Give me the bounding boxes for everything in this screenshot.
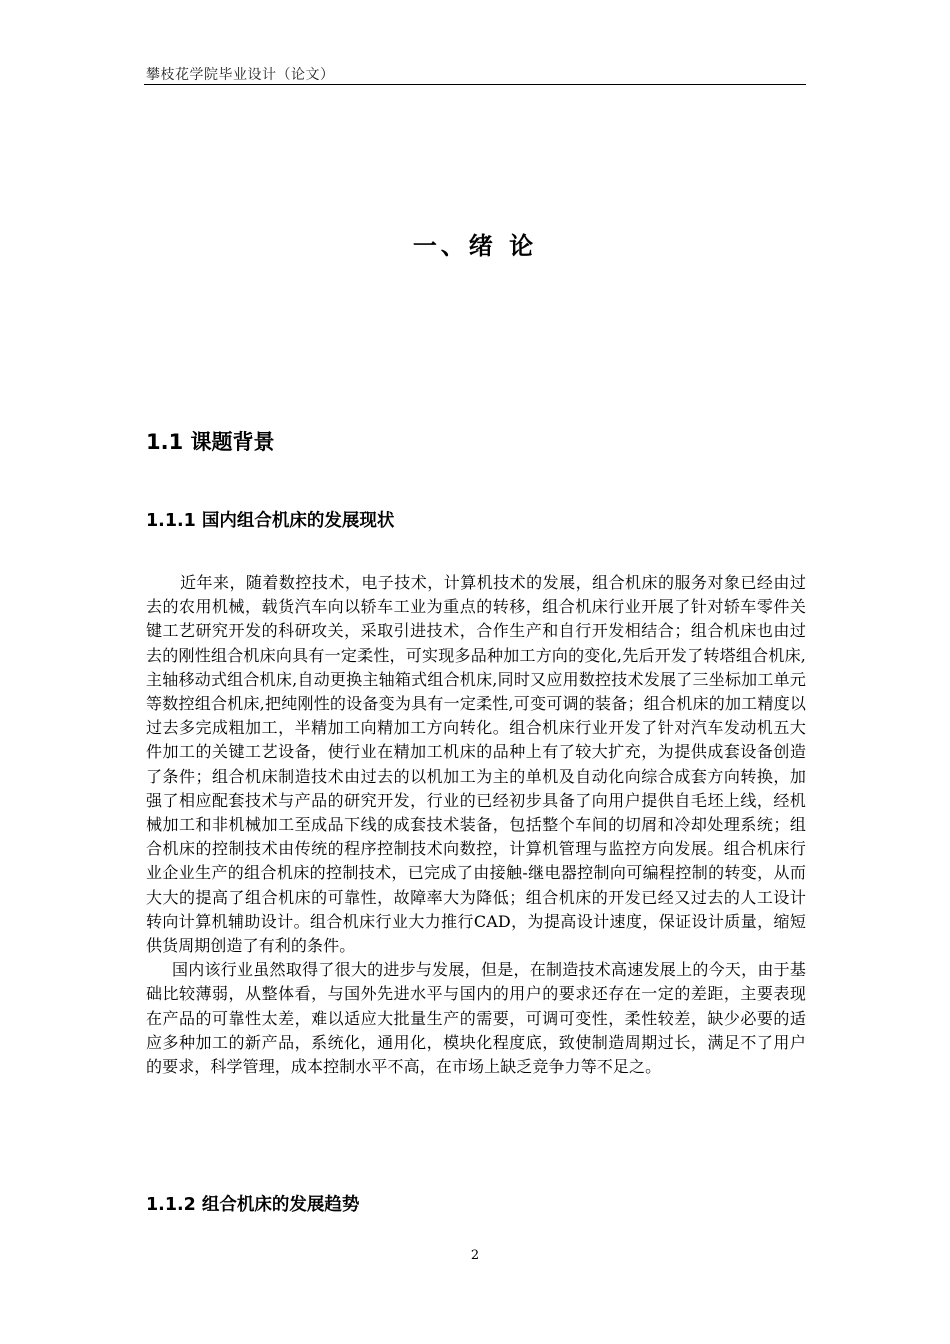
chapter-title: 一、绪 论 [412,232,538,260]
page-number: 2 [470,1248,480,1263]
paragraph: 近年来，随着数控技术，电子技术，计算机技术的发展，组合机床的服务对象已经由过去的农用机械，载货汽车向以轿车工业为重点的转移，组合机床行业开展了针对轿车零件关键工艺研究开发的科研攻关，采取引进技术，合作生产和自行开发相结合；组合机床也由过去的刚性组合机床向具有一定柔性，可实现多品种加工方向的变化,先后开发了转塔组合机床,主轴移动式组合机床,自动更换主轴箱式组合机床,同时又应用数控技术发展了三坐标加工单元等数控组合机床,把纯刚性的设备变为具有一定柔性,可变可调的装备；组合机床的加工精度以过去多完成粗加工，半精加工向精加工方向转化。组合机床行业开发了针对汽车发动机五大件加工的关键工艺设备，使行业在精加工机床的品种上有了较大扩充，为提供成套设备创造了条件；组合机床制造技术由过去的以机加工为主的单机及自动化向综合成套方向转换，加强了相应配套技术与产品的研究开发，行业的已经初步具备了向用户提供自毛坯上线，经机械加工和非机械加工至成品下线的成套技术装备，包括整个车间的切屑和冷却处理系统；组合机床的控制技术由传统的程序控制技术向数控，计算机管理与监控方向发展。组合机床行业企业生产的组合机床的控制技术，已完成了由接触-继电器控制向可编程控制的转变，从而大大的提高了组合机床的可靠性，故障率大为降低；组合机床的开发已经又过去的人工设计转向计算机辅助设计。组合机床行业大力推行CAD，为提高设计速度，保证设计质量，缩短供货周期创造了有利的条件。 [146,573,806,956]
subsection-heading-domestic-status: 1.1.1 国内组合机床的发展现状 [146,511,395,531]
running-header: 攀枝花学院毕业设计（论文） [146,67,335,83]
body-text [146,571,806,1079]
paragraph: 国内该行业虽然取得了很大的进步与发展，但是，在制造技术高速发展上的今天，由于基础比较薄弱，从整体看，与国外先进水平与国内的用户的要求还存在一定的差距，主要表现在产品的可靠性太差，难以适应大批量生产的需要，可调可变性，柔性较差，缺少必要的适应多种加工的新产品，系统化，通用化，模块化程度底，致使制造周期过长，满足不了用户的要求，科学管理，成本控制水平不高，在市场上缺乏竞争力等不足之。 [146,960,806,1077]
section-heading: 1.1 课题背景 [146,430,275,454]
subsection-heading-trends: 1.1.2 组合机床的发展趋势 [146,1195,360,1215]
header-divider [144,84,806,85]
